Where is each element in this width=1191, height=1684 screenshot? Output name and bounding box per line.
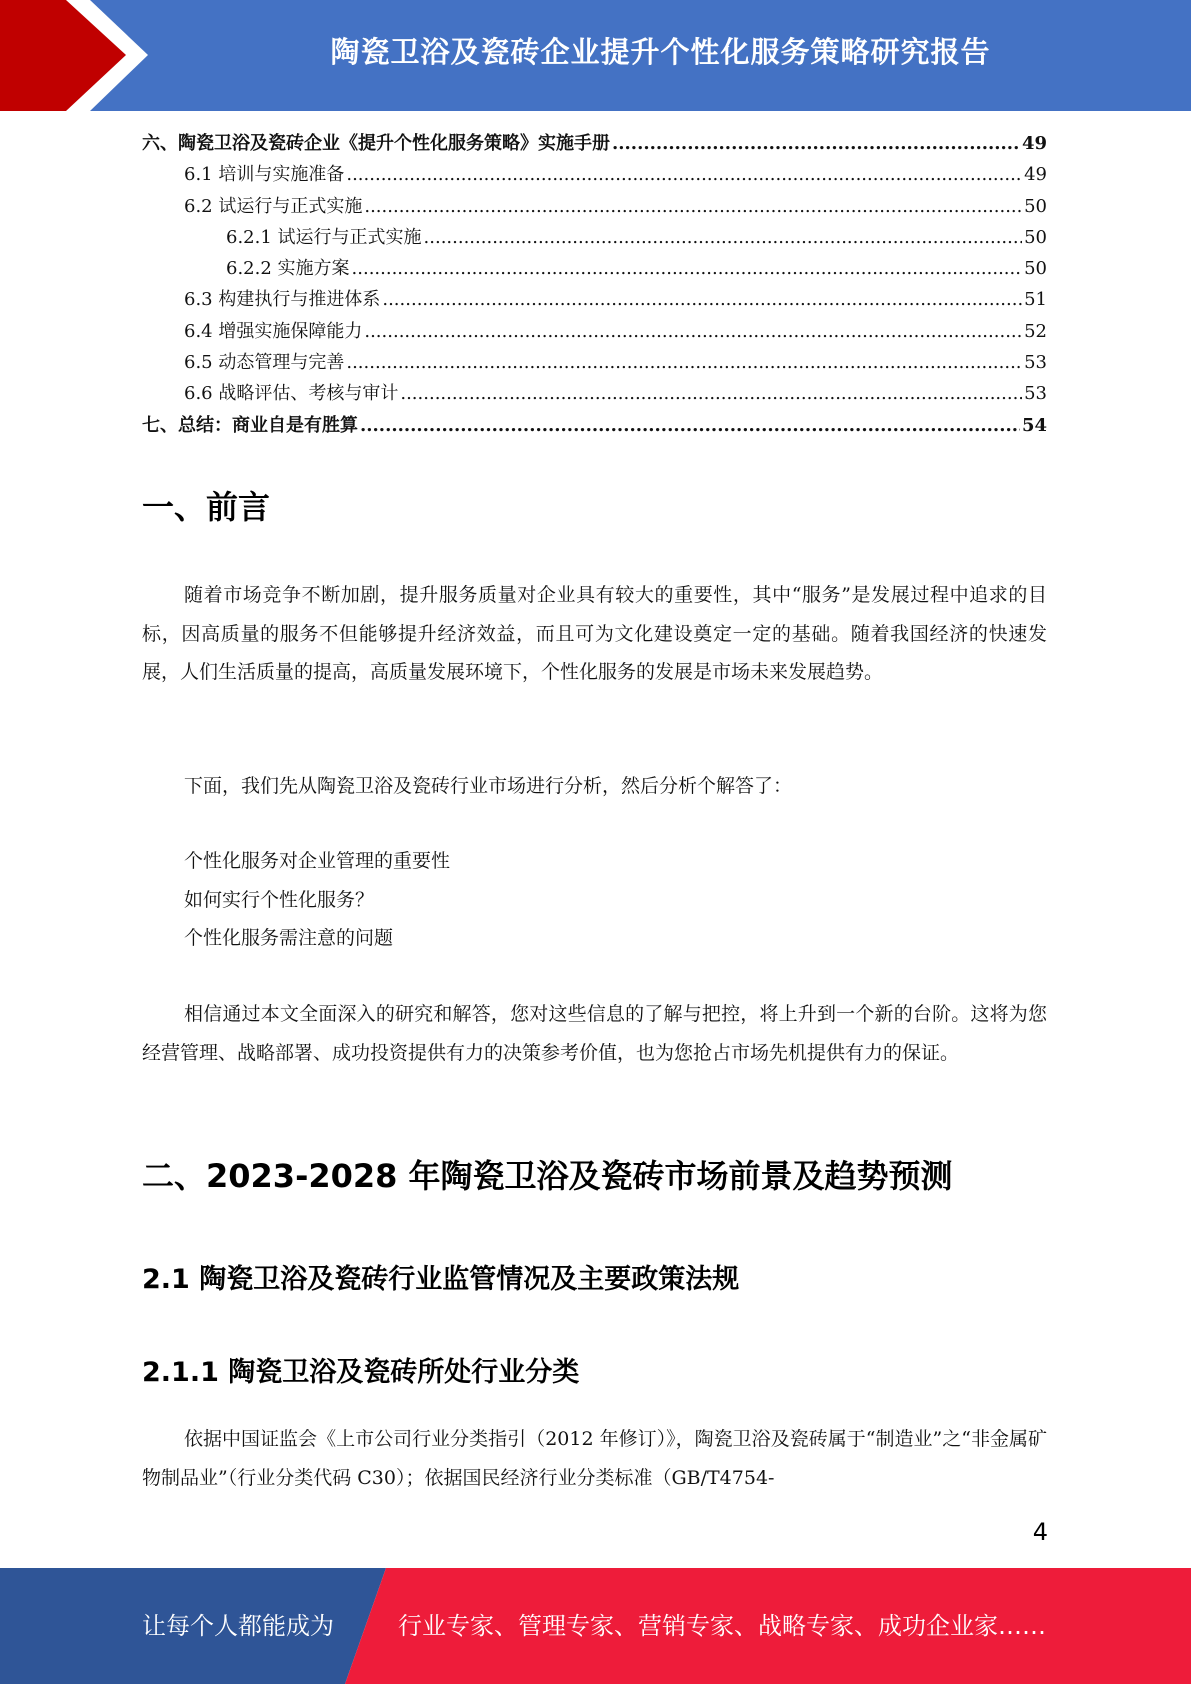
page-number: 4 [1032, 1518, 1048, 1546]
table-of-contents [142, 128, 1047, 441]
toc-dot-leader [612, 128, 1020, 159]
toc-entry-title: 6.1 培训与实施准备 [184, 164, 345, 186]
toc-entry-page: 50 [1024, 195, 1047, 217]
toc-entry-title: 七、总结：商业自是有胜算 [142, 414, 358, 436]
toc-entry-page: 53 [1024, 352, 1047, 374]
toc-entry-page: 50 [1024, 226, 1047, 248]
toc-entry-title: 6.3 构建执行与推进体系 [184, 289, 381, 311]
page-footer-band [0, 1568, 1191, 1684]
toc-entry-title: 6.6 战略评估、考核与审计 [184, 383, 399, 405]
section-heading-preface: 一、前言 [142, 488, 271, 526]
toc-dot-leader [424, 222, 1023, 253]
toc-entry-title: 6.2.2 实施方案 [226, 258, 350, 280]
body-paragraph: 随着市场竞争不断加剧，提升服务质量对企业具有较大的重要性，其中“服务”是发展过程中追求的目标，因高质量的服务不但能够提升经济效益，而且可为文化建设奠定一定的基础。随着我国经济的快速发展，人们生活质量的提高，高质量发展环境下，个性化服务的发展是市场未来发展趋势。 [142, 584, 1047, 683]
footer-slogan-right: 行业专家、管理专家、营销专家、战略专家、成功企业家…… [398, 1612, 1046, 1640]
body-paragraph: 依据中国证监会《上市公司行业分类指引（2012 年修订）》，陶瓷卫浴及瓷砖属于“制造业”之“非金属矿物制品业”（行业分类代码 C30）；依据国民经济行业分类标准（GB/T4754- [142, 1428, 1047, 1489]
list-item: 如何实行个性化服务？ [184, 888, 375, 911]
toc-entry-page: 53 [1024, 383, 1047, 405]
subsection-heading: 2.1.1 陶瓷卫浴及瓷砖所处行业分类 [142, 1357, 580, 1388]
toc-dot-leader [364, 191, 1022, 222]
toc-dot-leader [346, 159, 1022, 190]
toc-entry[interactable] [142, 253, 1047, 284]
toc-dot-leader [360, 410, 1020, 441]
body-paragraph: 下面，我们先从陶瓷卫浴及瓷砖行业市场进行分析，然后分析个解答了： [184, 775, 793, 797]
question-list [184, 842, 450, 958]
toc-entry[interactable] [142, 191, 1047, 222]
toc-entry[interactable] [142, 316, 1047, 347]
list-item: 个性化服务需注意的问题 [184, 927, 394, 949]
toc-entry-title: 6.4 增强实施保障能力 [184, 320, 363, 342]
toc-entry-page: 49 [1024, 164, 1047, 186]
toc-dot-leader [352, 253, 1023, 284]
report-title: 陶瓷卫浴及瓷砖企业提升个性化服务策略研究报告 [330, 34, 991, 69]
toc-entry[interactable] [142, 128, 1047, 159]
section-heading-market-outlook: 二、2023-2028 年陶瓷卫浴及瓷砖市场前景及趋势预测 [142, 1157, 953, 1195]
toc-entry-page: 54 [1021, 414, 1047, 436]
toc-entry-title: 6.5 动态管理与完善 [184, 352, 345, 374]
toc-entry-title: 6.2 试运行与正式实施 [184, 195, 363, 217]
toc-dot-leader [400, 378, 1022, 409]
toc-entry-title: 六、陶瓷卫浴及瓷砖企业《提升个性化服务策略》实施手册 [142, 133, 610, 154]
toc-dot-leader [364, 316, 1022, 347]
footer-slogan-left: 让每个人都能成为 [142, 1612, 334, 1640]
toc-entry[interactable] [142, 410, 1047, 441]
subsection-heading: 2.1 陶瓷卫浴及瓷砖行业监管情况及主要政策法规 [142, 1264, 740, 1295]
toc-entry-page: 50 [1024, 258, 1047, 280]
toc-entry-page: 52 [1024, 320, 1047, 342]
toc-entry[interactable] [142, 159, 1047, 190]
body-paragraph: 相信通过本文全面深入的研究和解答，您对这些信息的了解与把控，将上升到一个新的台阶。这将为您经营管理、战略部署、成功投资提供有力的决策参考价值，也为您抢占市场先机提供有力的保证。 [142, 1003, 1047, 1064]
toc-dot-leader [382, 284, 1022, 315]
toc-entry[interactable] [142, 378, 1047, 409]
list-item: 个性化服务对企业管理的重要性 [184, 850, 451, 872]
toc-entry[interactable] [142, 222, 1047, 253]
toc-dot-leader [346, 347, 1022, 378]
page-header-band [0, 0, 1191, 111]
toc-entry-title: 6.2.1 试运行与正式实施 [226, 226, 422, 248]
toc-entry[interactable] [142, 284, 1047, 315]
toc-entry[interactable] [142, 347, 1047, 378]
toc-entry-page: 49 [1021, 133, 1047, 154]
toc-entry-page: 51 [1024, 289, 1047, 311]
